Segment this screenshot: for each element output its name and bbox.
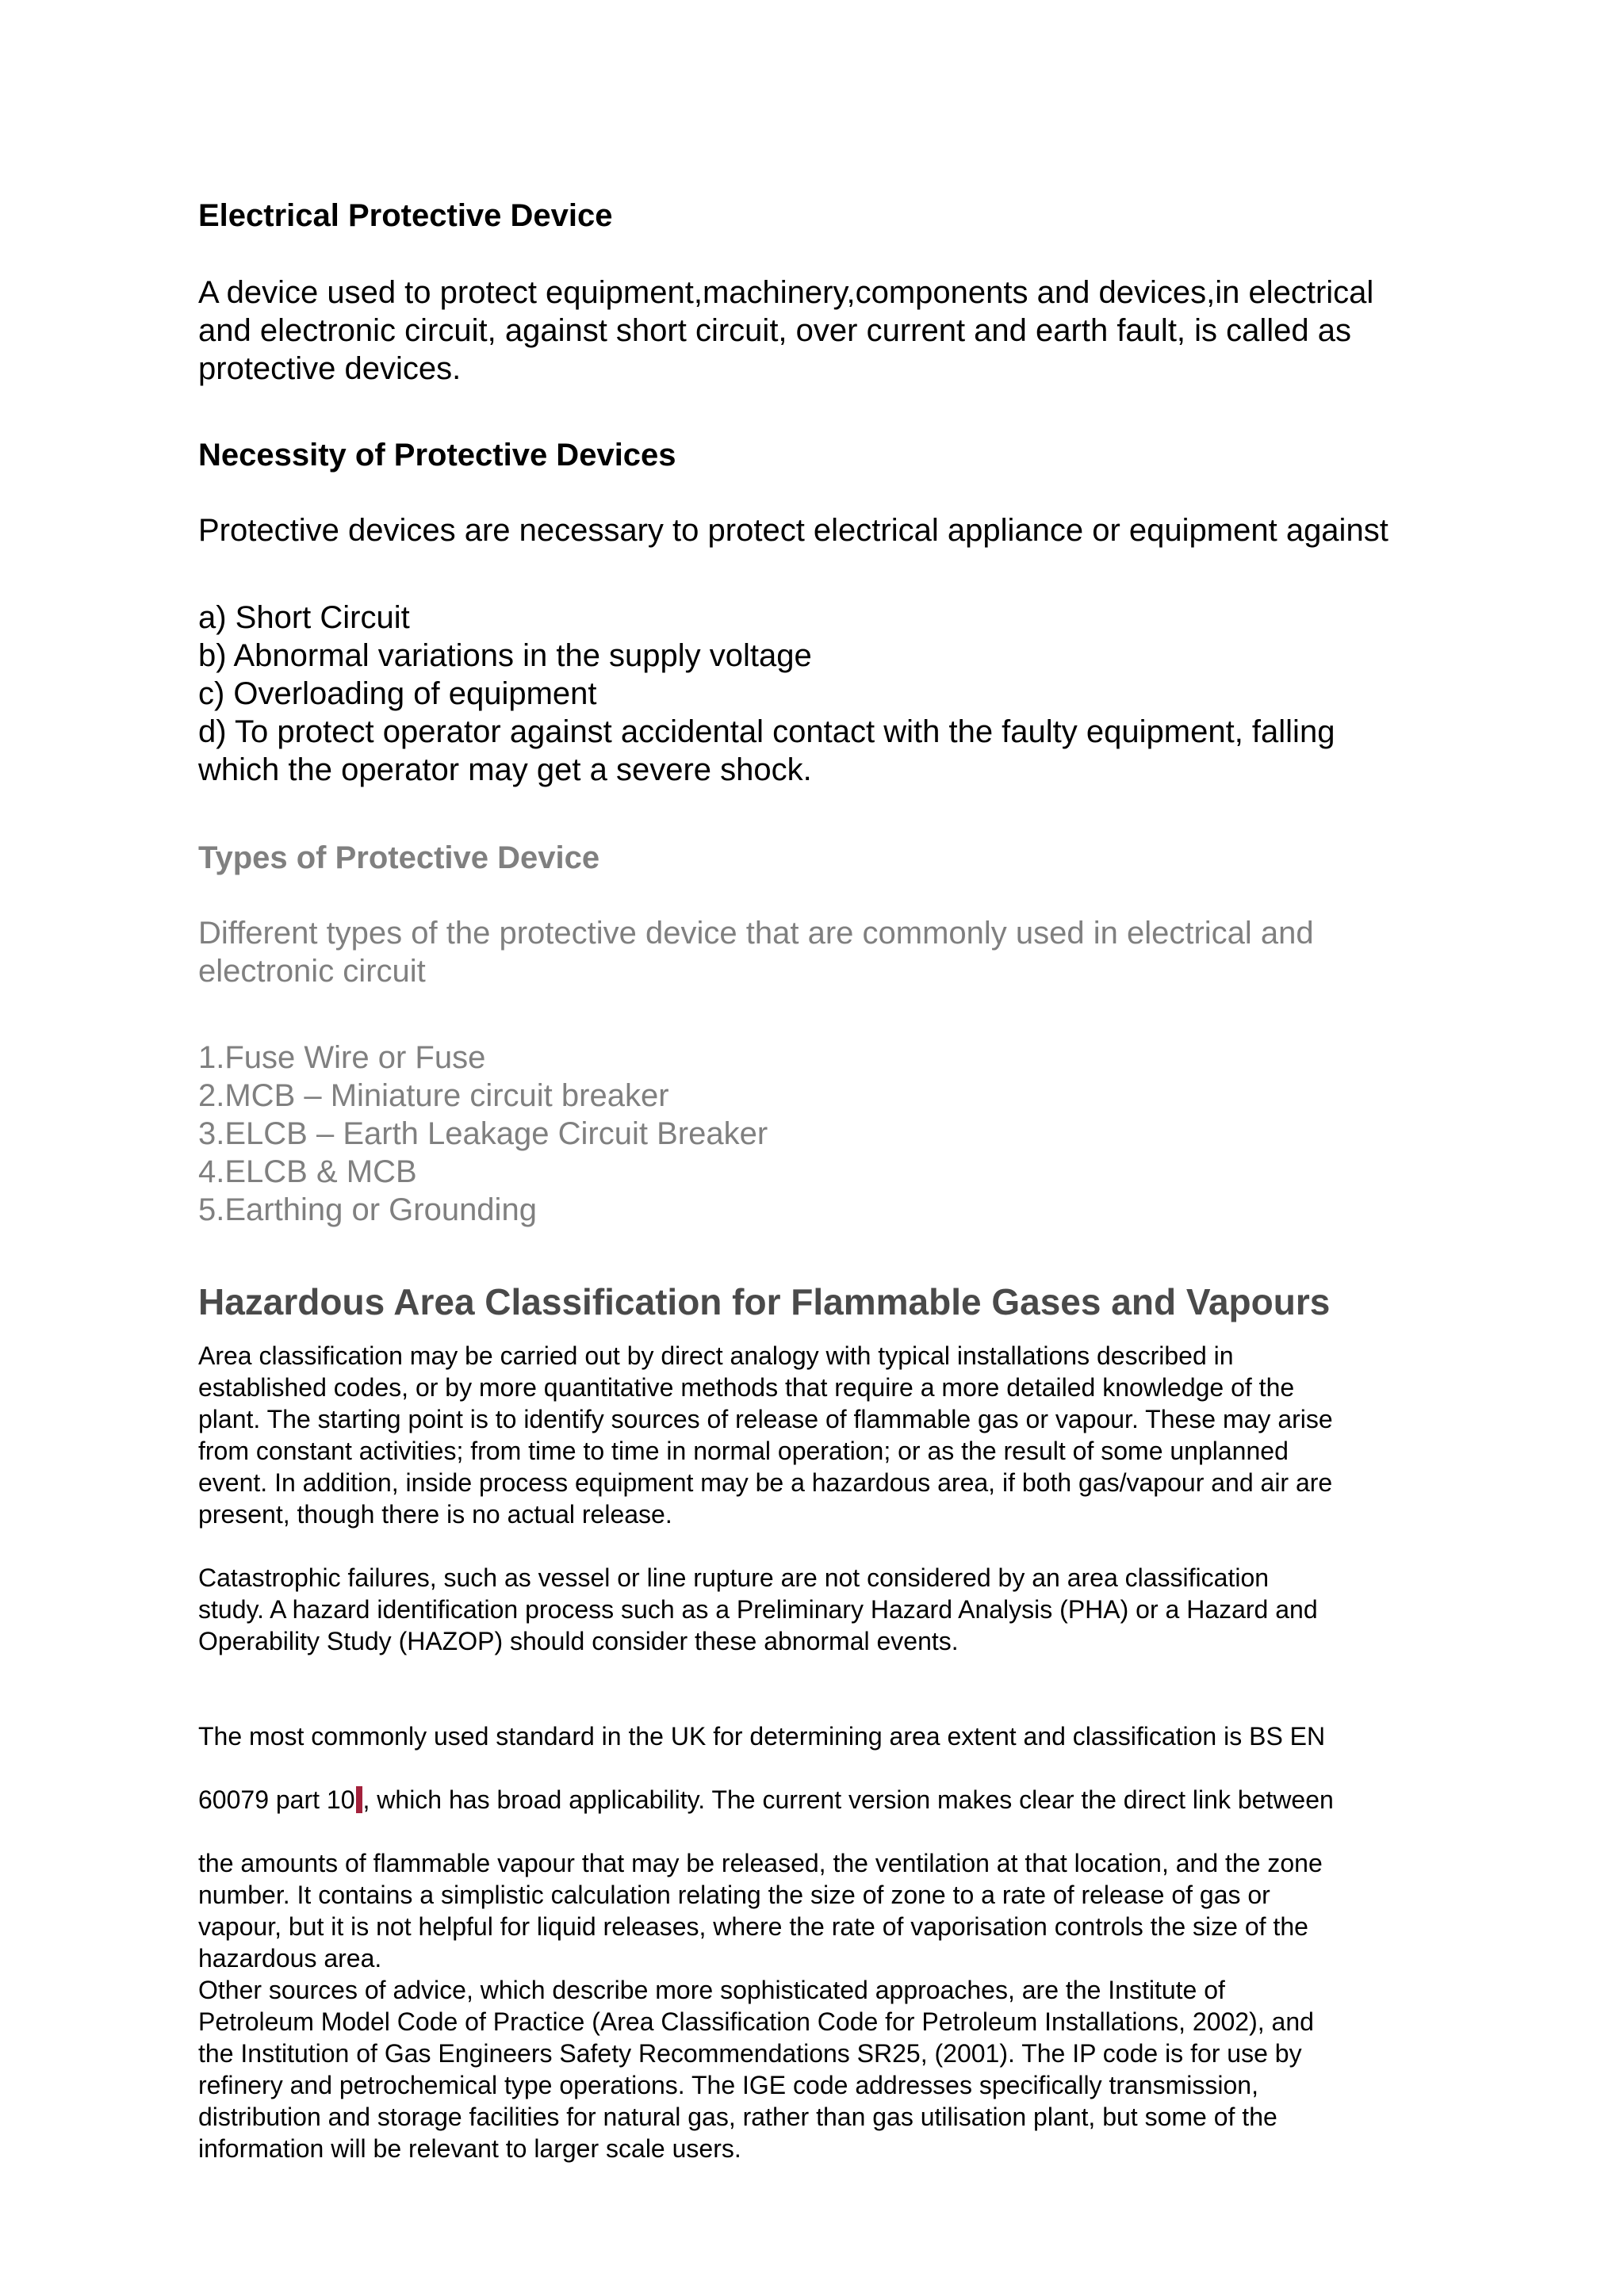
list-device-types: 1.Fuse Wire or Fuse 2.MCB – Miniature circuit breaker 3.ELCB – Earth Leakage Circuit Breaker 4.ELCB & MCB 5.Earthing or Grounding (198, 1040, 768, 1227)
heading-types-of-protective-device: Types of Protective Device (198, 840, 600, 875)
list-necessity-items: a) Short Circuit b) Abnormal variations in the supply voltage c) Overloading of equipment d) To protect operator against accidental contact with the faulty equipment, falling which the operator may get a severe shock. (198, 600, 1335, 787)
standards-line-2 (198, 1784, 1334, 1816)
paragraph-area-classification: Area classification may be carried out by direct analogy with typical installations described in established codes, or by more quantitative methods that require a more detailed knowledge of the plant. The starting point is to identify sources of release of flammable gas or vapour. These may arise from constant activities; from time to time in normal operation; or as the result of some unplanned event. In addition, inside process equipment may be a hazardous area, if both gas/vapour and air are present, though there is no actual release. (198, 1341, 1333, 1529)
paragraph-catastrophic-failures: Catastrophic failures, such as vessel or line rupture are not considered by an area classification study. A hazard identification process such as a Preliminary Hazard Analysis (PHA) or a Hazard and Operability Study (HAZOP) should consider these abnormal events. (198, 1563, 1318, 1655)
heading-electrical-protective-device: Electrical Protective Device (198, 198, 613, 233)
paragraph-necessity-intro: Protective devices are necessary to protect electrical appliance or equipment against (198, 513, 1388, 548)
standards-line-1: The most commonly used standard in the UK for determining area extent and classification is BS EN (198, 1722, 1326, 1751)
standards-line-2-end: , which has broad applicability. The current version makes clear the direct link between (362, 1785, 1334, 1814)
paragraph-standards (198, 1689, 1334, 2196)
text-cursor-mark (356, 1786, 362, 1813)
heading-necessity: Necessity of Protective Devices (198, 438, 676, 473)
standards-rest: the amounts of flammable vapour that may be released, the ventilation at that location, and the zone number. It contains a simplistic calculation relating the size of zone to a rate of release of gas or vapour, but it is not helpful for liquid releases, where the rate of vaporisation controls the size of the hazardous area. Other sources of advice, which describe more sophisticated approaches, are the Institute of Petroleum Model Code of Practice (Area Classification Code for Petroleum Installations, 2002), and the Institution of Gas Engineers Safety Recommendations SR25, (2001). The IP code is for use by refinery and petrochemical type operations. The IGE code addresses specifically transmission, distribution and storage facilities for natural gas, rather than gas utilisation plant, but some of the information will be relevant to larger scale users. (198, 1849, 1323, 2163)
paragraph-protective-device-definition: A device used to protect equipment,machinery,components and devices,in electrical and electronic circuit, against short circuit, over current and earth fault, is called as protective devices. (198, 275, 1374, 386)
heading-hazardous-area-classification: Hazardous Area Classification for Flammable Gases and Vapours (198, 1281, 1331, 1322)
paragraph-types-intro: Different types of the protective device that are commonly used in electrical and electronic circuit (198, 916, 1314, 989)
standards-line-2-start: 60079 part 10 (198, 1785, 355, 1814)
